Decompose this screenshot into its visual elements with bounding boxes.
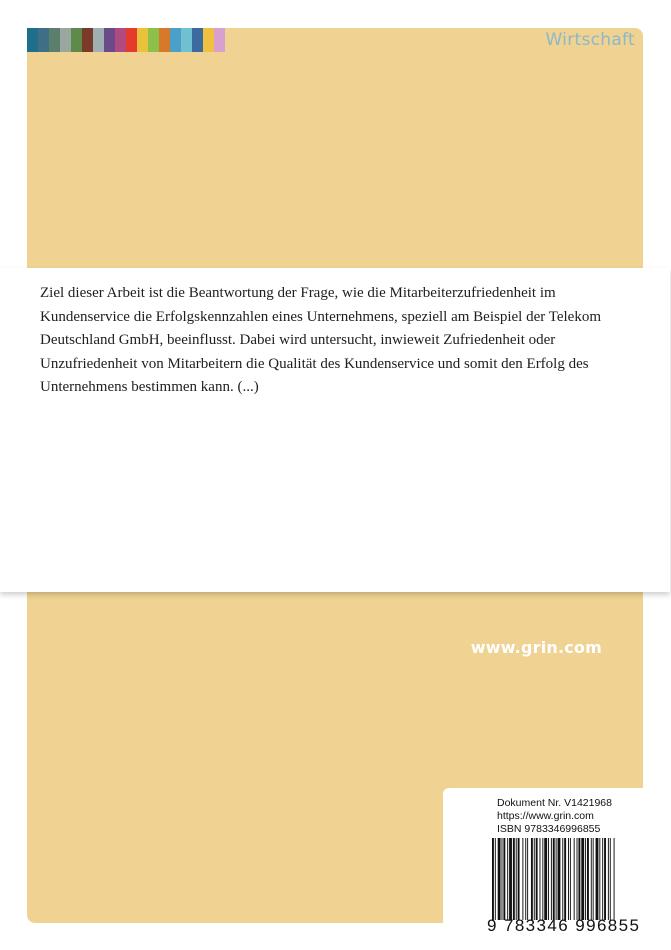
publisher-website: www.grin.com xyxy=(470,638,602,657)
barcode-bar xyxy=(587,838,589,920)
color-stripe xyxy=(137,28,148,52)
barcode-bar xyxy=(604,838,606,920)
document-meta xyxy=(497,797,612,836)
barcode-bar xyxy=(531,838,533,920)
barcode-bar xyxy=(518,838,520,920)
barcode-bar xyxy=(585,838,586,920)
barcode-bar xyxy=(578,838,580,920)
barcode-bar xyxy=(568,838,569,920)
barcode-bar xyxy=(596,838,599,920)
barcode-bar xyxy=(556,838,557,920)
category-label: Wirtschaft xyxy=(545,30,635,50)
barcode-bar xyxy=(525,838,526,920)
barcode-bar xyxy=(602,838,603,920)
color-stripe xyxy=(148,28,159,52)
barcode-bar xyxy=(507,838,508,920)
barcode-bar xyxy=(498,838,501,920)
color-stripe xyxy=(203,28,214,52)
barcode-bar xyxy=(593,838,594,920)
color-stripe xyxy=(115,28,126,52)
barcode-bar xyxy=(591,838,592,920)
barcode-bar xyxy=(492,838,494,920)
abstract-panel xyxy=(0,268,670,592)
barcode-bar xyxy=(599,838,600,920)
barcode-bar xyxy=(502,838,503,920)
barcode-bar xyxy=(608,838,609,920)
barcode-bar xyxy=(536,838,538,920)
document-url: https://www.grin.com xyxy=(497,810,594,822)
barcode-bar xyxy=(564,838,566,920)
color-stripe xyxy=(126,28,137,52)
barcode-bar xyxy=(522,838,523,920)
color-stripe xyxy=(159,28,170,52)
barcode-box xyxy=(443,788,671,938)
color-stripe xyxy=(181,28,192,52)
barcode-bar xyxy=(540,838,541,920)
color-stripe xyxy=(60,28,71,52)
barcode-bar xyxy=(553,838,555,920)
color-stripe xyxy=(104,28,115,52)
barcode-bar xyxy=(610,838,611,920)
barcode-bar xyxy=(509,838,512,920)
color-stripes xyxy=(27,28,225,52)
barcode-image xyxy=(492,838,660,920)
barcode-bar xyxy=(562,838,563,920)
barcode-bar xyxy=(614,838,615,920)
barcode-bar xyxy=(577,838,578,920)
color-stripe xyxy=(82,28,93,52)
barcode-bar xyxy=(516,838,517,920)
barcode-bar xyxy=(495,838,496,920)
color-stripe xyxy=(93,28,104,52)
document-number: Dokument Nr. V1421968 xyxy=(497,797,612,809)
barcode-bar xyxy=(581,838,584,920)
color-stripe xyxy=(38,28,49,52)
color-stripe xyxy=(71,28,82,52)
barcode-digits: 9 783346 996855 xyxy=(487,916,641,935)
barcode-bar xyxy=(548,838,549,920)
barcode-bar xyxy=(558,838,561,920)
color-stripe xyxy=(214,28,225,52)
barcode-bar xyxy=(503,838,505,920)
color-stripe xyxy=(49,28,60,52)
barcode-bar xyxy=(544,838,547,920)
isbn-text: ISBN 9783346996855 xyxy=(497,823,601,835)
barcode-bar xyxy=(542,838,543,920)
color-stripe xyxy=(27,28,38,52)
barcode-bar xyxy=(527,838,528,920)
color-stripe xyxy=(170,28,181,52)
barcode-bar xyxy=(534,838,535,920)
abstract-text: Ziel dieser Arbeit ist die Beantwortung der Frage, wie die Mitarbeiterzufriedenheit im Kundenservice die Erfolgskennzahlen eines Unternehmens, speziell am Beispiel der Telekom Deutschland GmbH, beeinflusst. Dabei wird untersucht, inwieweit Zufriedenheit oder Unzufriedenheit von Mitarbeitern die Qualität des Kundenservice und somit den Erfolg des Unternehmens bestimmen kann. (...) xyxy=(40,285,601,395)
barcode-bar xyxy=(570,838,571,920)
barcode-bar xyxy=(551,838,552,920)
barcode-bar xyxy=(513,838,515,920)
color-stripe xyxy=(192,28,203,52)
barcode-bar xyxy=(574,838,575,920)
